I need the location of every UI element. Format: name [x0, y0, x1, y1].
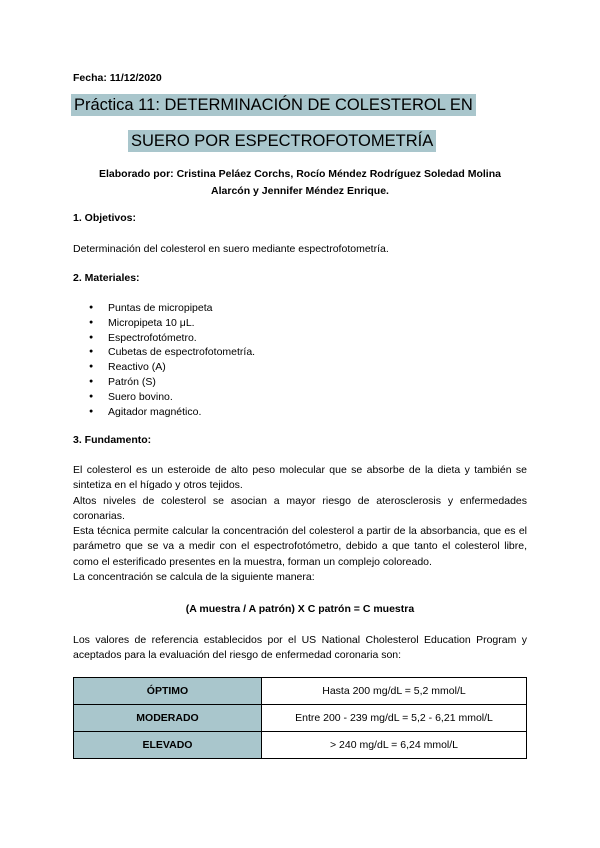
authors-line-2: Alarcón y Jennifer Méndez Enrique.: [211, 185, 389, 197]
list-item: ● Patrón (S): [73, 375, 255, 390]
fundamento-paragraph: La concentración se calcula de la siguiente manera:: [73, 571, 315, 584]
table-row: [74, 678, 527, 705]
fundamento-paragraph: Altos niveles de colesterol se asocian a mayor riesgo de aterosclerosis y enfermedades coronarias.: [73, 494, 527, 522]
materials-list: [73, 301, 255, 419]
list-item: ● Reactivo (A): [73, 360, 255, 375]
fundamento-paragraph: Esta técnica permite calcular la concentración del colesterol a partir de la absorbancia, que es el parámetro que se va a medir con el espectrofotómetro, debido a que tanto el colesterol libre, como el esterificado presentes en la muestra, forman un complejo coloreado.: [73, 525, 527, 568]
list-item: ● Agitador magnético.: [73, 405, 255, 420]
level-cell: ELEVADO: [74, 732, 262, 759]
range-cell: > 240 mg/dL = 6,24 mmol/L: [262, 732, 527, 759]
table-row: [74, 732, 527, 759]
materials-heading: 2. Materiales:: [73, 272, 140, 284]
authors-line-1: Elaborado por: Cristina Peláez Corchs, Rocío Méndez Rodríguez Soledad Molina: [99, 168, 501, 180]
formula: (A muestra / A patrón) X C patrón = C muestra: [185, 603, 415, 615]
title-line-1: Práctica 11: DETERMINACIÓN DE COLESTEROL EN: [71, 94, 476, 116]
objectives-text: Determinación del colesterol en suero mediante espectrofotometría.: [73, 243, 389, 255]
date-line: Fecha: 11/12/2020: [73, 72, 162, 84]
list-item: ● Suero bovino.: [73, 390, 255, 405]
objectives-heading: 1. Objetivos:: [73, 212, 137, 224]
references-text: Los valores de referencia establecidos por el US National Cholesterol Education Program y aceptados para la evaluación del riesgo de enfermedad coronaria son:: [73, 634, 527, 662]
level-cell: MODERADO: [74, 705, 262, 732]
fundamento-text: [73, 463, 527, 585]
fundamento-paragraph: El colesterol es un esteroide de alto peso molecular que se absorbe de la dieta y también se sintetiza en el hígado y otros tejidos.: [73, 464, 527, 492]
authors-block: [60, 166, 540, 200]
reference-table: [73, 677, 527, 759]
range-cell: Hasta 200 mg/dL = 5,2 mmol/L: [262, 678, 527, 705]
list-item: ● Puntas de micropipeta: [73, 301, 255, 316]
table-row: [74, 705, 527, 732]
range-cell: Entre 200 - 239 mg/dL = 5,2 - 6,21 mmol/L: [262, 705, 527, 732]
level-cell: ÓPTIMO: [74, 678, 262, 705]
fundamento-heading: 3. Fundamento:: [73, 434, 152, 446]
list-item: ● Micropipeta 10 μL.: [73, 316, 255, 331]
title-line-2: SUERO POR ESPECTROFOTOMETRÍA: [128, 130, 436, 152]
list-item: ● Cubetas de espectrofotometría.: [73, 345, 255, 360]
list-item: ● Espectrofotómetro.: [73, 331, 255, 346]
